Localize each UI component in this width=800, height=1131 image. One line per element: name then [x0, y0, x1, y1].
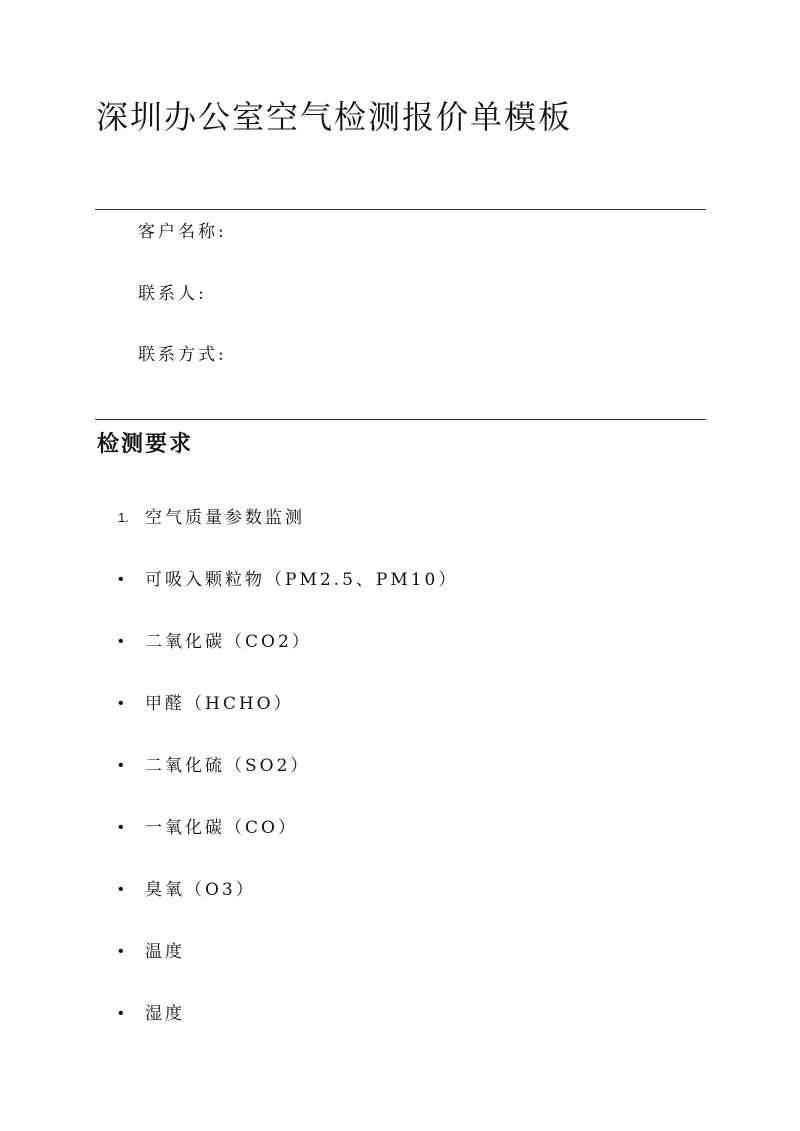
list-item-text: 可吸入颗粒物（PM2.5、PM10） [145, 570, 459, 590]
list-item-text: 温度 [145, 942, 185, 962]
document-title: 深圳办公室空气检测报价单模板 [96, 98, 573, 136]
list-number: 1. [118, 510, 129, 525]
list-item-text: 空气质量参数监测 [145, 508, 305, 528]
list-item-text: 臭氧（O3） [145, 880, 256, 900]
bullet-icon: • [118, 633, 124, 650]
list-item-text: 二氧化硫（SO2） [145, 756, 311, 776]
list-item-text: 二氧化碳（CO2） [145, 632, 312, 652]
bullet-icon: • [118, 757, 124, 774]
bullet-icon: • [118, 819, 124, 836]
bullet-icon: • [118, 1005, 124, 1022]
top-divider [95, 209, 706, 210]
bullet-icon: • [118, 943, 124, 960]
section-divider [95, 419, 706, 420]
bullet-icon: • [118, 571, 124, 588]
bullet-icon: • [118, 881, 124, 898]
list-item-text: 一氧化碳（CO） [145, 818, 298, 838]
list-item-text: 湿度 [145, 1004, 185, 1024]
bullet-icon: • [118, 695, 124, 712]
customer-name-label: 客户名称: [138, 222, 227, 242]
contact-method-label: 联系方式: [138, 345, 227, 365]
contact-person-label: 联系人: [138, 284, 207, 304]
section-heading: 检测要求 [97, 431, 194, 457]
list-item-text: 甲醛（HCHO） [145, 694, 294, 714]
